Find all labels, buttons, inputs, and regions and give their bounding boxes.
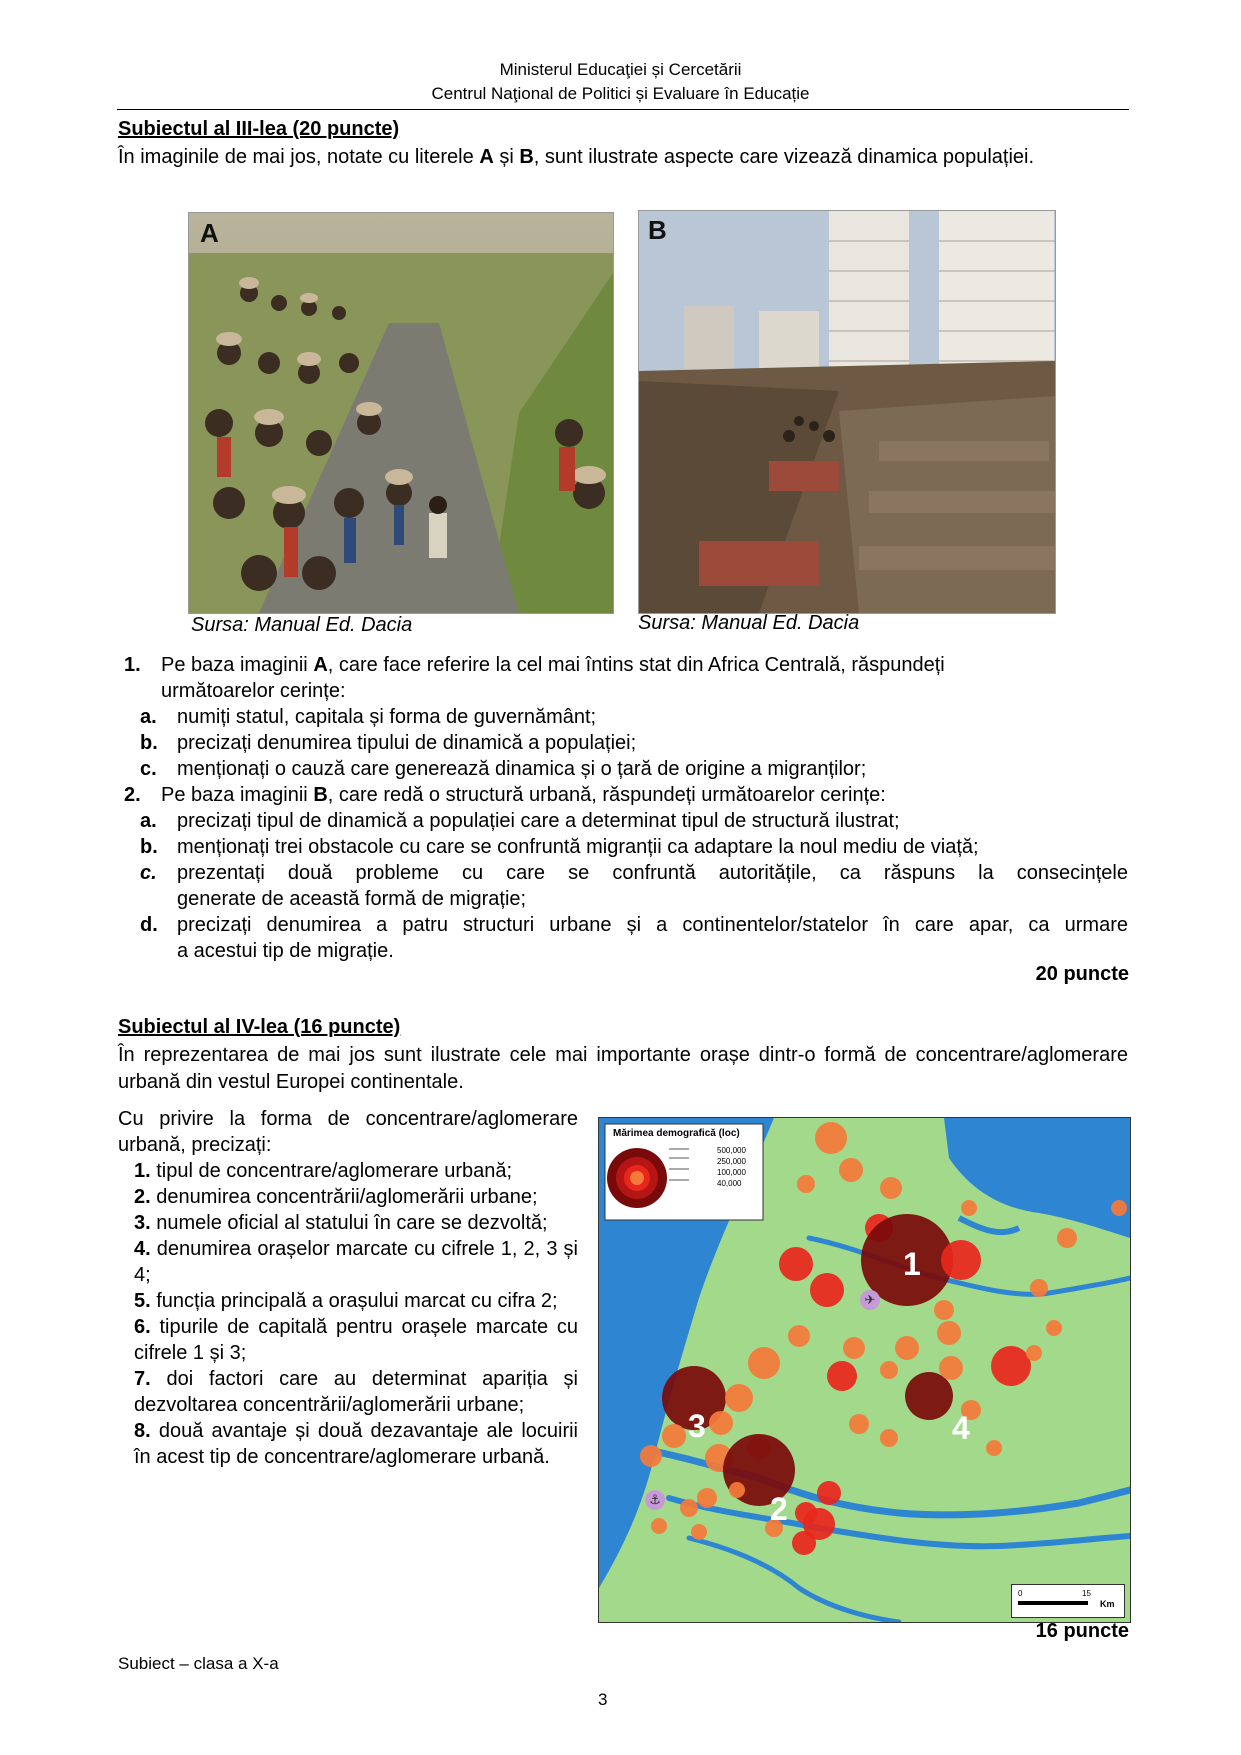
map-legend-values	[717, 1145, 746, 1189]
q2c-text-cont: generate de această formă de migrație;	[177, 888, 527, 910]
header-rule	[117, 109, 1129, 110]
city-circle	[1057, 1228, 1077, 1248]
q1c-letter: c.	[140, 758, 157, 780]
q2c-letter: c.	[140, 862, 157, 884]
question-2	[0, 782, 1241, 972]
city-circle	[662, 1424, 686, 1448]
photo-b-illustration	[639, 211, 1055, 613]
q1a-text: numiți statul, capitala și forma de guvernământ;	[177, 706, 597, 728]
city-circle	[937, 1321, 961, 1345]
city-circle	[1046, 1320, 1062, 1336]
q2c-text: prezentați două probleme cu care se confruntă autoritățile, ca răspuns la consecințele	[177, 862, 1128, 884]
q1-number: 1.	[124, 654, 141, 676]
s4-item-5: 5. funcția principală a orașului marcat cu cifra 2;	[134, 1290, 558, 1312]
subject4-lead: Cu privire la forma de concentrare/aglomerare urbană, precizați:	[118, 1108, 578, 1156]
city-circle	[986, 1440, 1002, 1456]
q1a-letter: a.	[140, 706, 157, 728]
city-circle	[640, 1445, 662, 1467]
city-circle	[817, 1481, 841, 1505]
city-circle	[691, 1524, 707, 1540]
city-label-4: 4	[952, 1410, 970, 1446]
city-circle	[779, 1247, 813, 1281]
header-center: Centrul Naţional de Politici și Evaluare în Educație	[431, 84, 810, 103]
s4-item-6: 6. tipurile de capitală pentru orașele marcate cu cifrele 1 și 3;	[134, 1316, 578, 1364]
s4-item-2: 2. denumirea concentrării/aglomerării urbane;	[134, 1186, 538, 1208]
subject4-intro: În reprezentarea de mai jos sunt ilustrate cele mai importante orașe dintr-o formă de concentrare/aglomerare urbană din vestul Europei continentale.	[118, 1044, 1128, 1093]
photo-a-illustration	[189, 213, 613, 613]
city-circle	[905, 1372, 953, 1420]
photo-a-refugees	[188, 212, 614, 614]
scale-unit-label: Km	[1100, 1599, 1115, 1609]
city-circle	[815, 1122, 847, 1154]
city-circle	[939, 1356, 963, 1380]
photo-b-letter: B	[648, 215, 667, 245]
city-circle	[849, 1414, 869, 1434]
city-circle	[839, 1158, 863, 1182]
city-circle	[880, 1361, 898, 1379]
q1-text: Pe baza imaginii A, care face referire la cel mai întins stat din Africa Centrală, răspundeți	[161, 654, 945, 676]
city-circle	[843, 1337, 865, 1359]
footer-page-number: 3	[598, 1690, 608, 1709]
city-circle	[797, 1175, 815, 1193]
map-graphic	[599, 1118, 1130, 1622]
subject3-intro: În imaginile de mai jos, notate cu literele A și B, sunt ilustrate aspecte care vizează dinamica populației.	[118, 146, 1035, 168]
s4-item-7: 7. doi factori care au determinat apariția și dezvoltarea concentrării/aglomerării urbane;	[134, 1368, 578, 1416]
city-circle	[961, 1200, 977, 1216]
scale-bar	[1018, 1601, 1088, 1605]
map-legend-title: Mărimea demografică (loc)	[613, 1128, 740, 1139]
subject4-title: Subiectul al IV-lea (16 puncte)	[118, 1016, 401, 1038]
randstad-map	[598, 1117, 1131, 1623]
city-circle	[725, 1384, 753, 1412]
subject4-questions	[118, 1106, 578, 1470]
city-circle	[895, 1336, 919, 1360]
city-circle	[729, 1482, 745, 1498]
city-circle	[803, 1508, 835, 1540]
q2a-text: precizați tipul de dinamică a populației care a determinat tipul de structură ilustrat;	[177, 810, 900, 832]
subject3-title: Subiectul al III-lea (20 puncte)	[118, 118, 400, 140]
legend-circle-40k	[630, 1171, 644, 1185]
s4-item-4: 4. denumirea orașelor marcate cu cifrele 1, 2, 3 și 4;	[134, 1238, 578, 1286]
s4-item-8: 8. două avantaje și două dezavantaje ale locuirii în acest tip de concentrare/aglomerare urbană.	[134, 1420, 578, 1468]
city-circle	[709, 1411, 733, 1435]
city-circle	[680, 1499, 698, 1517]
port-anchor-icon: ⚓	[645, 1490, 665, 1510]
city-label-3: 3	[688, 1408, 706, 1444]
city-circle	[941, 1240, 981, 1280]
scale-start-label: 0	[1018, 1589, 1023, 1598]
photo-a-letter: A	[200, 218, 219, 248]
legend-value-40k: 40,000	[717, 1179, 742, 1188]
subject3-points: 20 puncte	[1035, 963, 1129, 985]
q2d-letter: d.	[140, 914, 158, 936]
photo-b-slum	[638, 210, 1056, 614]
scale-end-label: 15	[1082, 1589, 1091, 1598]
city-circle	[934, 1300, 954, 1320]
photo-a-caption: Sursa: Manual Ed. Dacia	[191, 614, 413, 636]
photo-b-caption: Sursa: Manual Ed. Dacia	[638, 612, 860, 634]
airport-icon: ✈	[860, 1290, 880, 1310]
city-circle	[697, 1488, 717, 1508]
header-ministry: Ministerul Educaţiei și Cercetării	[499, 60, 742, 79]
city-label-2: 2	[770, 1491, 788, 1527]
q2b-text: menționați trei obstacole cu care se confruntă migranții ca adaptare la noul mediu de viață;	[177, 836, 979, 858]
s4-item-1: 1. tipul de concentrare/aglomerare urbană;	[134, 1160, 513, 1182]
city-circle	[827, 1361, 857, 1391]
q2d-text-cont: a acestui tip de migrație.	[177, 940, 394, 962]
s4-item-3: 3. numele oficial al statului în care se dezvoltă;	[134, 1212, 548, 1234]
q2-text: Pe baza imaginii B, care redă o structură urbană, răspundeți următoarelor cerințe:	[161, 784, 886, 806]
q2a-letter: a.	[140, 810, 157, 832]
q2-number: 2.	[124, 784, 141, 806]
question-1	[0, 652, 1241, 762]
footer-subject: Subiect – clasa a X-a	[118, 1654, 279, 1673]
q2b-letter: b.	[140, 836, 158, 858]
city-circle	[748, 1347, 780, 1379]
q1-text-cont: următoarelor cerințe:	[161, 680, 346, 702]
map-scale-box	[1011, 1584, 1125, 1618]
city-circle	[880, 1177, 902, 1199]
legend-value-500k: 500,000	[717, 1146, 746, 1155]
city-circle	[788, 1325, 810, 1347]
city-circle	[1026, 1345, 1042, 1361]
q2d-text: precizați denumirea a patru structuri urbane și a continentelor/statelor în care apar, ca urmare	[177, 914, 1128, 936]
city-circle	[651, 1518, 667, 1534]
city-circle	[1030, 1279, 1048, 1297]
city-label-1: 1	[903, 1246, 921, 1282]
city-circle	[1111, 1200, 1127, 1216]
city-circle	[991, 1346, 1031, 1386]
q1c-text: menționați o cauză care generează dinamica și o țară de origine a migranților;	[177, 758, 867, 780]
city-circle	[810, 1273, 844, 1307]
subject4-points: 16 puncte	[1035, 1620, 1129, 1642]
legend-value-250k: 250,000	[717, 1157, 746, 1166]
legend-value-100k: 100,000	[717, 1168, 746, 1177]
q1b-letter: b.	[140, 732, 158, 754]
q1b-text: precizați denumirea tipului de dinamică a populației;	[177, 732, 637, 754]
city-circle	[880, 1429, 898, 1447]
